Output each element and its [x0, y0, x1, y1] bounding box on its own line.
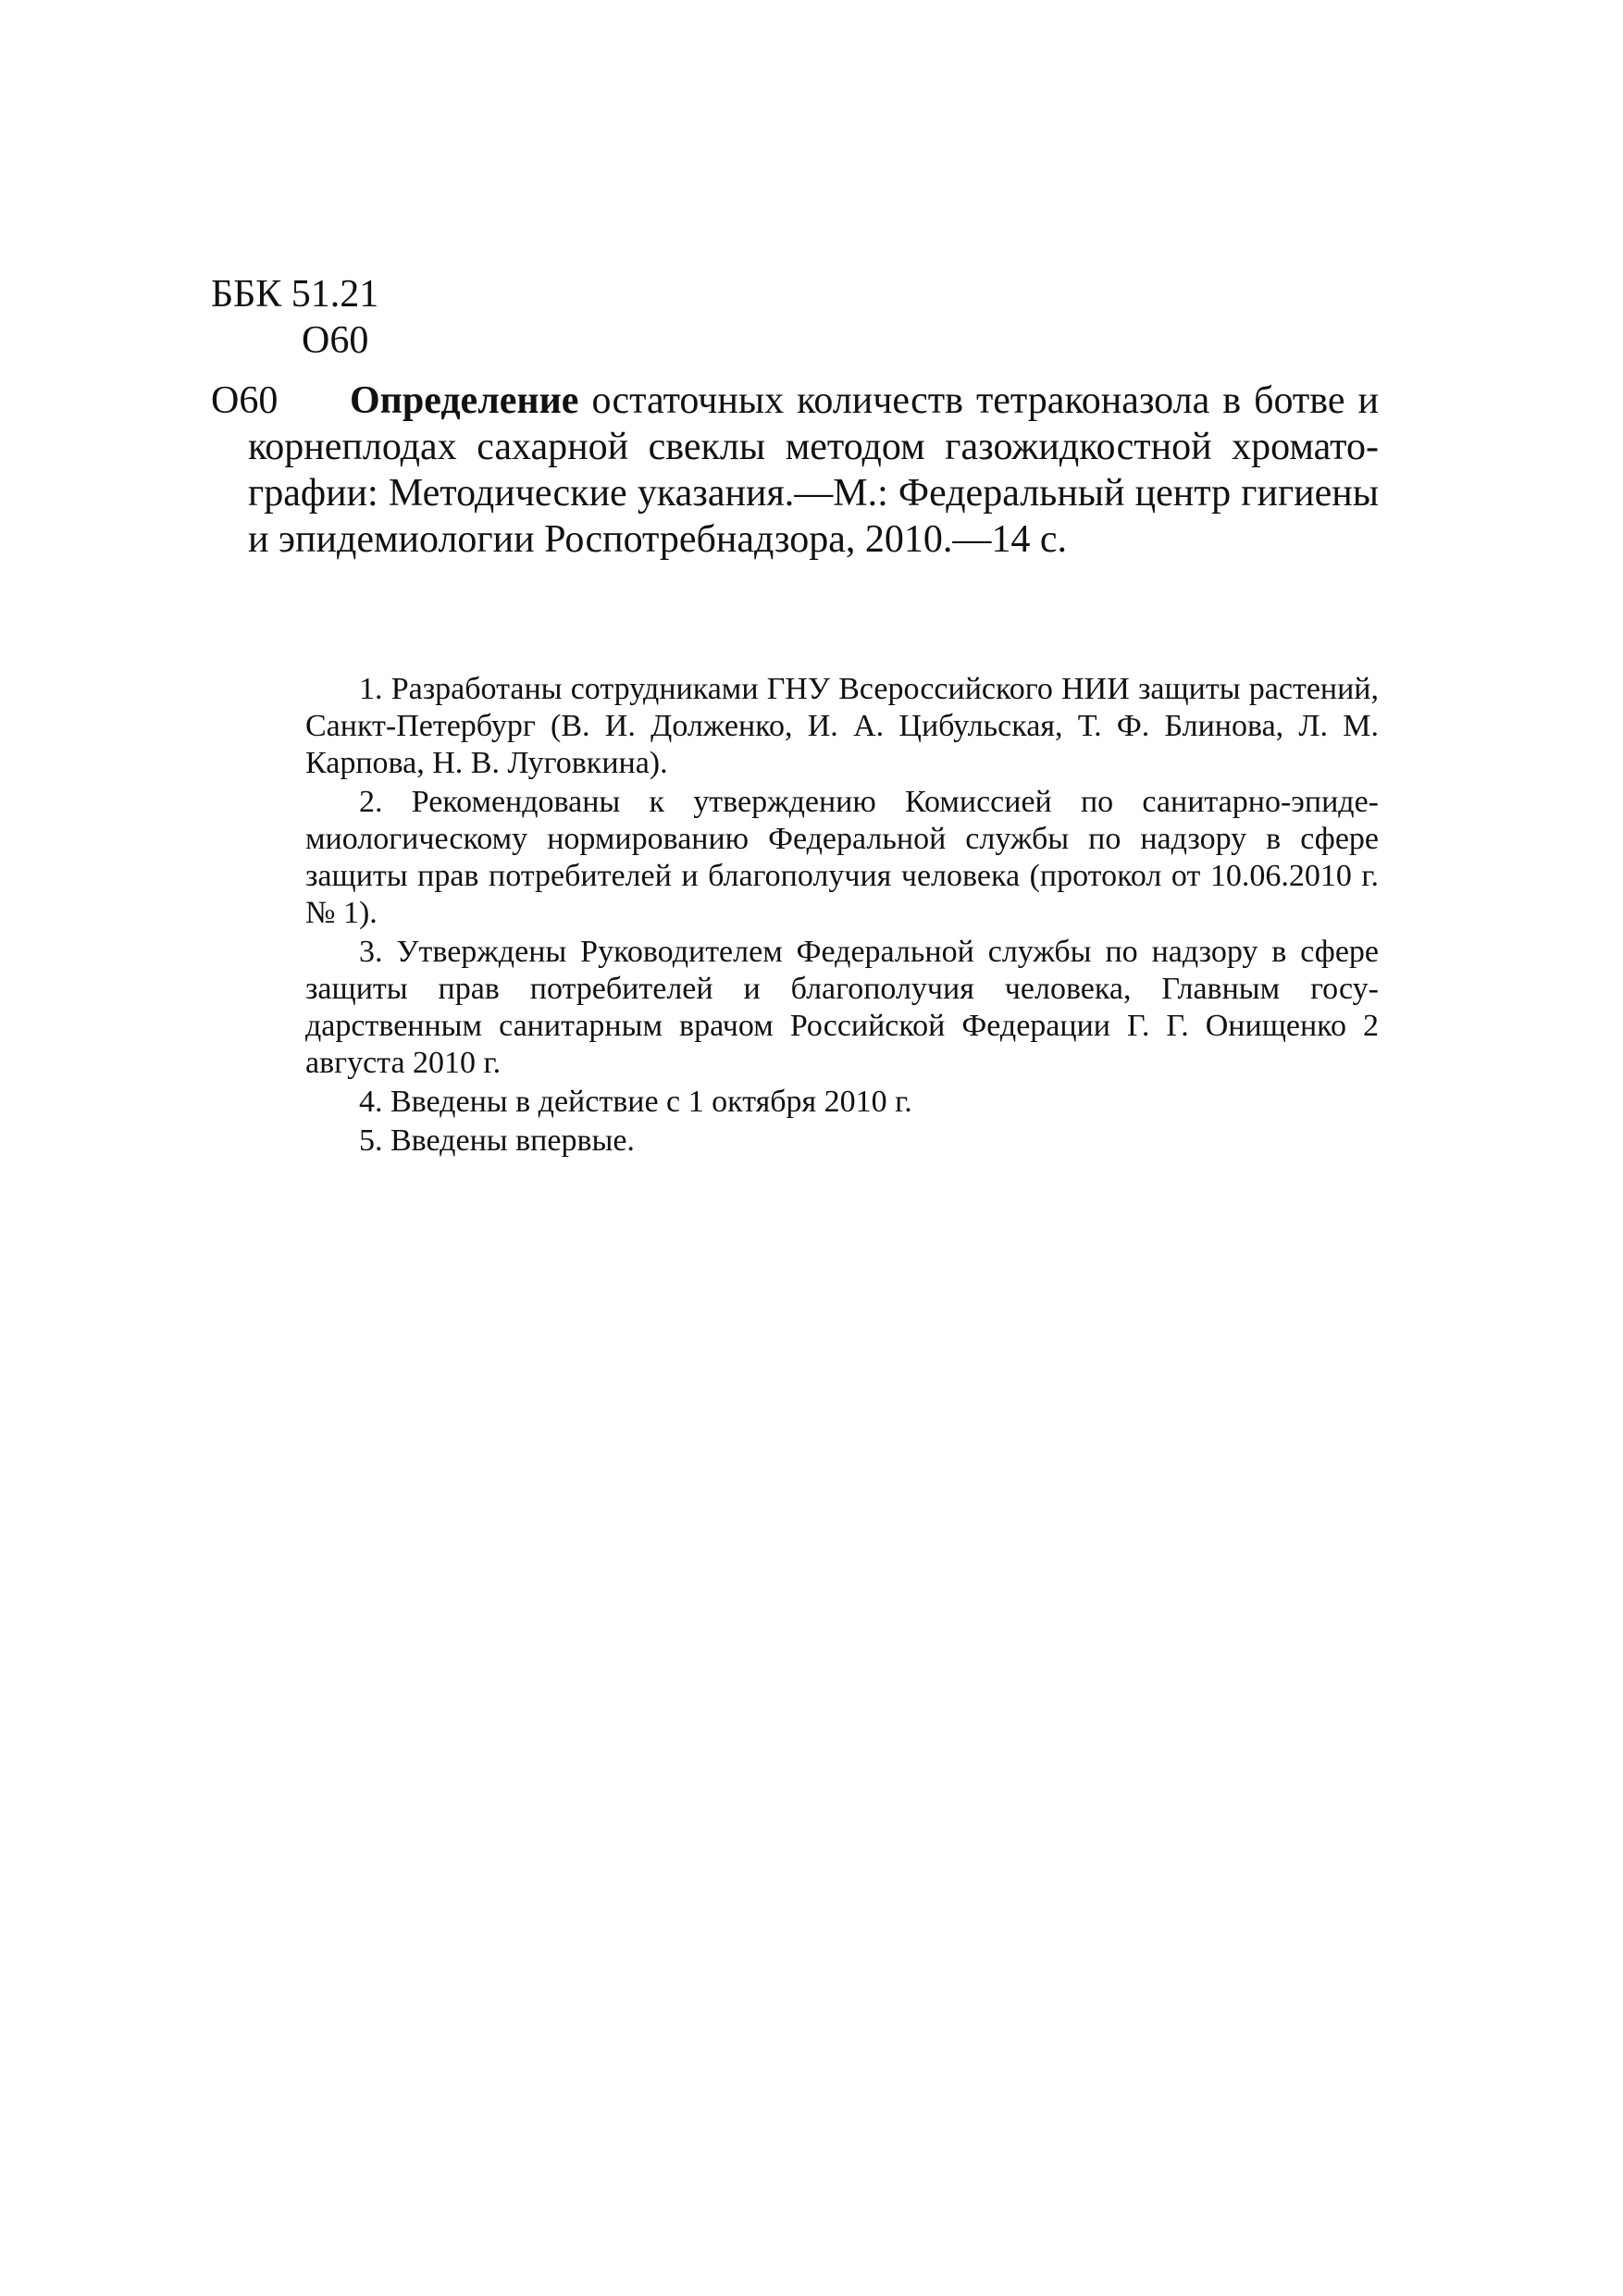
entry-title-bold: Определение — [350, 379, 579, 422]
bbk-block — [211, 271, 378, 364]
entry-text — [211, 378, 1379, 563]
bibliographic-entry — [211, 378, 1379, 563]
bbk-label: ББК 51.21 — [211, 273, 379, 316]
note-item: 5. Введены впервые. — [359, 1123, 635, 1158]
note-item: 3. Утверждены Руководителем Федеральной службы по надзору в сфере защиты прав потребителей и благополучия человека, Главным государственным санитарным врачом Российской Федерации Г. Г. Онищенко 2 августа 2010 г. — [305, 935, 1379, 1080]
entry-author-code: О60 — [211, 379, 279, 422]
note-item: 1. Разработаны сотрудниками ГНУ Всероссийского НИИ защиты растений, Санкт-Петербург (В. И. Долженко, И. А. Цибульская, Т. Ф. Блинова, Л. М. Карпова, Н. В. Луговкина). — [305, 672, 1379, 780]
note-item: 2. Рекомендованы к утверждению Комиссией по санитарно-эпидемиологическому нормированию Федеральной службы по надзору в сфере защиты прав потребителей и благополучия человека (протокол от 10.06.2010 г. № 1). — [305, 785, 1379, 930]
publication-notes — [305, 671, 1379, 1161]
bbk-author-code: О60 — [302, 319, 369, 362]
note-item: 4. Введены в действие с 1 октября 2010 г. — [359, 1085, 912, 1119]
entry-description: остаточных количеств тетраконазола в ботве и корнеплодах сахарной свеклы методом газожидкостной хроматографии: Методические указания.—М.: Федеральный центр гигиены и эпидемиологии Роспотребнадзора, 2010.—14 с. — [248, 379, 1379, 561]
